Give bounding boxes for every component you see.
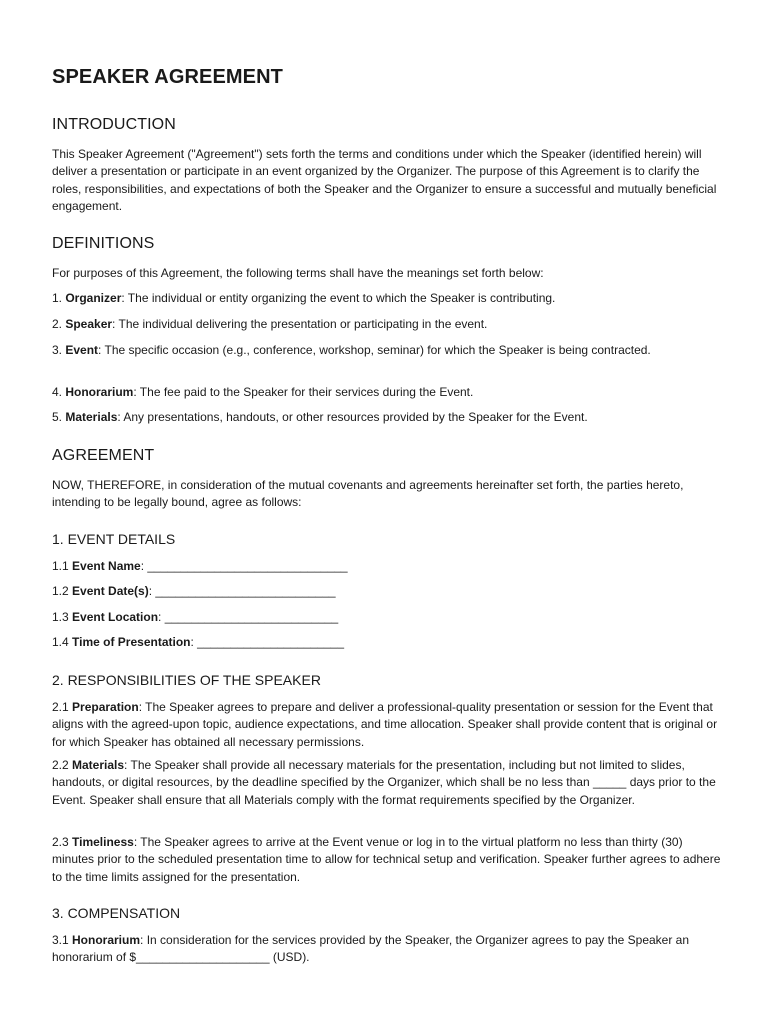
document-title: SPEAKER AGREEMENT bbox=[52, 66, 283, 88]
definitions-intro: For purposes of this Agreement, the following terms shall have the meanings set forth below: bbox=[52, 266, 544, 280]
event-name-field: 1.1 Event Name: ______________________________ bbox=[52, 559, 348, 573]
definition-item-speaker: 2. Speaker: The individual delivering the presentation or participating in the event. bbox=[52, 317, 488, 331]
introduction-heading: INTRODUCTION bbox=[52, 116, 176, 133]
event-details-heading: 1. EVENT DETAILS bbox=[52, 531, 176, 547]
agreement-paragraph: NOW, THEREFORE, in consideration of the mutual covenants and agreements hereinafter set forth, the parties hereto, intending to be legally bound, agree as follows: bbox=[52, 478, 684, 510]
responsibility-timeliness: 2.3 Timeliness: The Speaker agrees to arrive at the Event venue or log in to the virtual platform no less than thirty (30) minutes prior to the scheduled presentation time to allow for technical setup and verification. Speaker further agrees to adhere to the time limits assigned for the presentation. bbox=[52, 835, 721, 884]
event-dates-field: 1.2 Event Date(s): ___________________________ bbox=[52, 584, 336, 598]
definition-item-honorarium: 4. Honorarium: The fee paid to the Speaker for their services during the Event. bbox=[52, 385, 474, 399]
definition-item-materials: 5. Materials: Any presentations, handouts, or other resources provided by the Speaker for the Event. bbox=[52, 410, 588, 424]
definition-item-event: 3. Event: The specific occasion (e.g., conference, workshop, seminar) for which the Speaker is being contracted. bbox=[52, 343, 651, 357]
event-location-field: 1.3 Event Location: __________________________ bbox=[52, 610, 339, 624]
definition-item-organizer: 1. Organizer: The individual or entity organizing the event to which the Speaker is contributing. bbox=[52, 291, 556, 305]
compensation-heading: 3. COMPENSATION bbox=[52, 905, 181, 921]
responsibility-preparation: 2.1 Preparation: The Speaker agrees to prepare and deliver a professional-quality presentation or session for the Event that aligns with the agreed-upon topic, audience expectations, and time allocation. Speaker shall provide content that is original or for which Speaker has obtained all necessary permissions. bbox=[52, 700, 718, 749]
definitions-heading: DEFINITIONS bbox=[52, 235, 155, 252]
presentation-time-field: 1.4 Time of Presentation: ______________________ bbox=[52, 635, 344, 649]
agreement-heading: AGREEMENT bbox=[52, 447, 155, 464]
compensation-honorarium: 3.1 Honorarium: In consideration for the services provided by the Speaker, the Organizer agrees to pay the Speaker an honorarium of $____________________ (USD). bbox=[52, 933, 690, 965]
responsibilities-heading: 2. RESPONSIBILITIES OF THE SPEAKER bbox=[52, 672, 321, 688]
introduction-paragraph: This Speaker Agreement ("Agreement") sets forth the terms and conditions under which the Speaker (identified herein) will deliver a presentation or participate in an event organized by the Organizer. The purpose of this Agreement is to clarify the roles, responsibilities, and expectations of both the Speaker and the Organizer to ensure a successful and mutually beneficial engagement. bbox=[52, 147, 717, 213]
responsibility-materials: 2.2 Materials: The Speaker shall provide all necessary materials for the presentation, including but not limited to slides, handouts, or digital resources, by the deadline specified by the Organizer, which shall be no less than _____ days prior to the Event. Speaker shall ensure that all Materials comply with the format requirements specified by the Organizer. bbox=[52, 758, 716, 807]
